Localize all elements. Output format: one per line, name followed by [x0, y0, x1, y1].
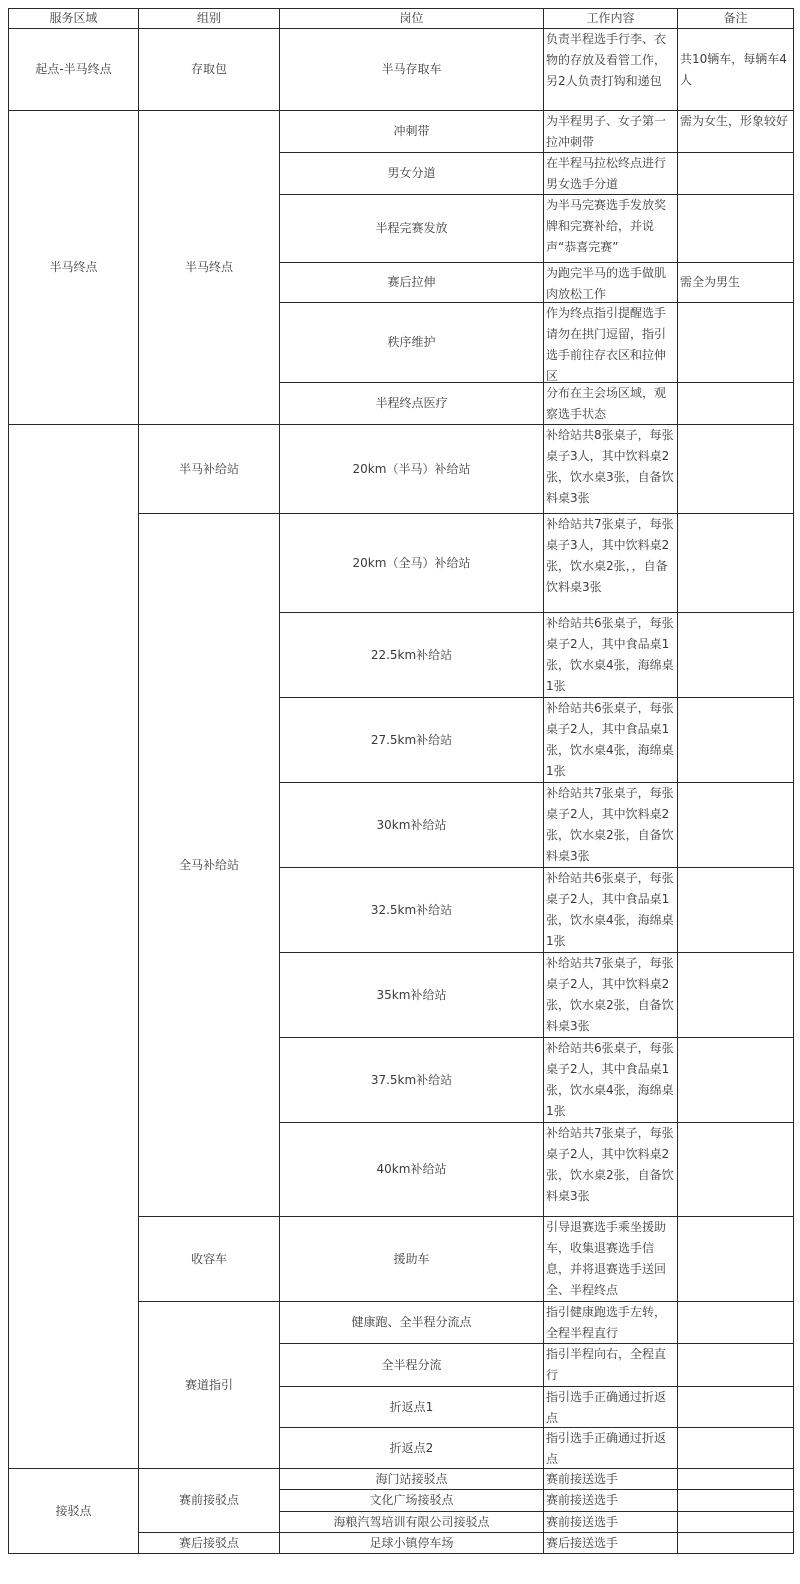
- note-cell: [677, 1343, 794, 1387]
- group-cell-text: 赛前接驳点: [178, 1493, 239, 1507]
- note-cell: [677, 424, 794, 514]
- work-content-cell: [543, 194, 678, 263]
- note-cell: [677, 1468, 794, 1490]
- post-cell-text: 冲刺带: [393, 124, 430, 138]
- header-post-text: 岗位: [399, 11, 424, 25]
- group-cell: [138, 1468, 280, 1533]
- post-cell-text: 折返点2: [389, 1440, 434, 1455]
- post-cell-text: 20km（全马）补给站: [352, 555, 471, 570]
- note-cell: [677, 1301, 794, 1344]
- post-cell: [279, 424, 544, 514]
- post-cell-text: 折返点1: [389, 1399, 434, 1414]
- post-cell-text: 海门站接驳点: [375, 1471, 448, 1486]
- post-cell-text: 男女分道: [387, 166, 436, 180]
- post-cell-text: 半马存取车: [381, 62, 442, 76]
- note-cell: [677, 1511, 794, 1533]
- note-cell: [677, 1532, 794, 1554]
- post-cell-text: 海粮汽驾培训有限公司接驳点: [333, 1514, 490, 1529]
- work-content-cell: [543, 382, 678, 425]
- work-content-cell: [543, 782, 678, 868]
- work-content-cell-text: 分布在主会场区域，观察选手状态: [546, 386, 667, 421]
- group-cell: [138, 110, 280, 425]
- post-cell: [279, 1386, 544, 1428]
- work-content-cell-text: 指引选手正确通过折返点: [546, 1431, 667, 1466]
- work-content-cell-text: 为半马完赛选手发放奖牌和完赛补给，并说声“恭喜完赛”: [546, 198, 667, 254]
- post-cell-text: 35km补给站: [376, 987, 447, 1002]
- group-cell-text: 半马终点: [184, 260, 233, 274]
- post-cell: [279, 1489, 544, 1512]
- post-cell-text: 22.5km补给站: [370, 647, 453, 662]
- post-cell-text: 37.5km补给站: [370, 1072, 453, 1087]
- work-content-cell-text: 补给站共8张桌子，每张桌子3人，其中饮料桌2张，饮水桌3张，自备饮料桌3张: [546, 428, 674, 505]
- note-cell: [677, 1386, 794, 1428]
- work-content-cell: [543, 152, 678, 195]
- note-cell: [677, 1489, 794, 1512]
- post-cell-text: 20km（半马）补给站: [352, 461, 471, 476]
- group-cell: [138, 1301, 280, 1469]
- post-cell-text: 赛后拉伸: [387, 275, 436, 289]
- header-area: [8, 8, 139, 29]
- post-cell: [279, 110, 544, 153]
- work-content-cell: [543, 1532, 678, 1554]
- service-area-cell: [8, 1468, 139, 1554]
- work-content-cell-text: 补给站共6张桌子，每张桌子2人，其中食品桌1张，饮水桌4张，海绵桌1张: [546, 701, 674, 778]
- note-cell: [677, 952, 794, 1038]
- work-content-cell-text: 赛前接送选手: [546, 1514, 619, 1529]
- post-cell-text: 32.5km补给站: [370, 902, 453, 917]
- header-note-text: 备注: [723, 11, 748, 25]
- work-content-cell: [543, 1427, 678, 1469]
- work-content-cell-text: 补给站共6张桌子，每张桌子2人，其中食品桌1张，饮水桌4张，海绵桌1张: [546, 1041, 674, 1118]
- note-cell: [677, 1216, 794, 1302]
- note-cell: [677, 302, 794, 383]
- post-cell: [279, 152, 544, 195]
- service-area-cell-text: 半马终点: [49, 260, 98, 274]
- note-cell: [677, 513, 794, 613]
- note-cell: [677, 612, 794, 698]
- work-content-cell-text: 指引半程向右，全程直行: [546, 1347, 667, 1382]
- service-area-cell-text: 接驳点: [55, 1503, 92, 1518]
- post-cell: [279, 697, 544, 783]
- service-area-cell: [8, 110, 139, 425]
- header-work: [543, 8, 678, 29]
- post-cell-text: 足球小镇停车场: [369, 1535, 454, 1550]
- post-cell: [279, 1427, 544, 1469]
- work-content-cell-text: 赛前接送选手: [546, 1493, 619, 1507]
- work-content-cell: [543, 1037, 678, 1123]
- header-area-text: 服务区域: [49, 11, 98, 25]
- note-cell-text: 需全为男生: [680, 275, 741, 289]
- post-cell: [279, 382, 544, 425]
- work-content-cell: [543, 302, 678, 383]
- post-cell: [279, 513, 544, 613]
- work-content-cell: [543, 1216, 678, 1302]
- work-content-cell: [543, 262, 678, 303]
- work-content-cell: [543, 513, 678, 613]
- note-cell: [677, 262, 794, 303]
- post-cell-text: 文化广场接驳点: [369, 1493, 454, 1507]
- work-content-cell-text: 指引健康跑选手左转，全程半程直行: [546, 1305, 667, 1340]
- group-cell: [138, 1532, 280, 1554]
- post-cell: [279, 782, 544, 868]
- work-content-cell-text: 负责半程选手行李、衣物的存放及看管工作，另2人负责打钩和递包: [546, 32, 667, 88]
- note-cell: [677, 28, 794, 111]
- work-content-cell: [543, 1122, 678, 1217]
- post-cell: [279, 28, 544, 111]
- post-cell-text: 全半程分流: [381, 1357, 442, 1372]
- post-cell: [279, 1301, 544, 1344]
- post-cell-text: 40km补给站: [376, 1162, 447, 1176]
- group-cell: [138, 1216, 280, 1302]
- post-cell: [279, 612, 544, 698]
- service-area-cell: [8, 28, 139, 111]
- note-cell-text: 需为女生，形象较好: [680, 114, 789, 128]
- group-cell-text: 全马补给站: [178, 857, 239, 872]
- note-cell: [677, 867, 794, 953]
- group-cell-text: 存取包: [190, 62, 227, 76]
- note-cell: [677, 194, 794, 263]
- post-cell: [279, 1468, 544, 1490]
- work-content-cell-text: 作为终点指引提醒选手请勿在拱门逗留，指引选手前往存衣区和拉伸区: [546, 306, 667, 383]
- work-content-cell-text: 引导退赛选手乘坐援助车，收集退赛选手信息，并将退赛选手送回全、半程终点: [546, 1220, 667, 1297]
- group-cell: [138, 424, 280, 514]
- post-cell: [279, 1511, 544, 1533]
- group-cell: [138, 513, 280, 1217]
- note-cell: [677, 110, 794, 153]
- header-group: [138, 8, 280, 29]
- work-content-cell-text: 补给站共6张桌子，每张桌子2人，其中食品桌1张，饮水桌4张，海绵桌1张: [546, 616, 674, 693]
- group-cell-text: 赛道指引: [184, 1377, 233, 1392]
- work-content-cell: [543, 1343, 678, 1387]
- work-content-cell: [543, 110, 678, 153]
- header-note: [677, 8, 794, 29]
- work-content-cell: [543, 1489, 678, 1512]
- post-cell-text: 健康跑、全半程分流点: [351, 1315, 472, 1329]
- note-cell: [677, 382, 794, 425]
- note-cell: [677, 782, 794, 868]
- post-cell-text: 援助车: [393, 1251, 430, 1266]
- group-cell-text: 赛后接驳点: [178, 1535, 239, 1550]
- work-content-cell-text: 为半程男子、女子第一拉冲刺带: [546, 114, 667, 149]
- work-content-cell-text: 指引选手正确通过折返点: [546, 1390, 667, 1425]
- work-content-cell: [543, 867, 678, 953]
- work-content-cell: [543, 424, 678, 514]
- note-cell: [677, 1037, 794, 1123]
- work-content-cell: [543, 28, 678, 111]
- post-cell: [279, 262, 544, 303]
- work-content-cell: [543, 612, 678, 698]
- post-cell: [279, 1216, 544, 1302]
- work-content-cell: [543, 1386, 678, 1428]
- note-cell: [677, 1427, 794, 1469]
- post-cell-text: 30km补给站: [376, 817, 447, 832]
- service-area-cell: [8, 424, 139, 1469]
- work-content-cell: [543, 952, 678, 1038]
- work-content-cell-text: 在半程马拉松终点进行男女选手分道: [546, 156, 667, 191]
- post-cell: [279, 952, 544, 1038]
- work-content-cell-text: 赛前接送选手: [546, 1471, 619, 1486]
- post-cell: [279, 302, 544, 383]
- header-work-text: 工作内容: [586, 11, 635, 25]
- post-cell-text: 半程终点医疗: [375, 396, 448, 410]
- post-cell: [279, 1343, 544, 1387]
- post-cell: [279, 194, 544, 263]
- group-cell: [138, 28, 280, 111]
- post-cell-text: 半程完赛发放: [375, 221, 448, 235]
- work-content-cell-text: 补给站共7张桌子，每张桌子2人，其中饮料桌2张，饮水桌2张，自备饮料桌3张: [546, 956, 674, 1033]
- post-cell-text: 27.5km补给站: [370, 732, 453, 747]
- work-content-cell-text: 补给站共7张桌子，每张桌子2人，其中饮料桌2张，饮水桌2张，自备饮料桌3张: [546, 786, 674, 863]
- note-cell: [677, 697, 794, 783]
- group-cell-text: 半马补给站: [178, 461, 239, 476]
- post-cell-text: 秩序维护: [387, 335, 436, 349]
- post-cell: [279, 1122, 544, 1217]
- work-content-cell: [543, 697, 678, 783]
- service-area-cell-text: 起点-半马终点: [35, 62, 112, 76]
- header-group-text: 组别: [196, 11, 221, 25]
- work-content-cell-text: 补给站共6张桌子，每张桌子2人，其中食品桌1张，饮水桌4张，海绵桌1张: [546, 871, 674, 948]
- work-content-cell: [543, 1301, 678, 1344]
- post-cell: [279, 867, 544, 953]
- work-content-cell-text: 为跑完半马的选手做肌肉放松工作: [546, 266, 667, 301]
- work-content-cell: [543, 1468, 678, 1490]
- work-content-cell-text: 赛后接送选手: [546, 1535, 619, 1550]
- header-post: [279, 8, 544, 29]
- work-content-cell-text: 补给站共7张桌子，每张桌子3人，其中饮料桌2张，饮水桌2张，，自备饮料桌3张: [546, 517, 674, 594]
- post-cell: [279, 1532, 544, 1554]
- work-content-cell: [543, 1511, 678, 1533]
- post-cell: [279, 1037, 544, 1123]
- note-cell: [677, 152, 794, 195]
- group-cell-text: 收容车: [190, 1251, 227, 1266]
- note-cell-text: 共10辆车，每辆车4人: [680, 51, 787, 87]
- note-cell: [677, 1122, 794, 1217]
- work-content-cell-text: 补给站共7张桌子，每张桌子2人，其中饮料桌2张，饮水桌2张，自备饮料桌3张: [546, 1126, 674, 1203]
